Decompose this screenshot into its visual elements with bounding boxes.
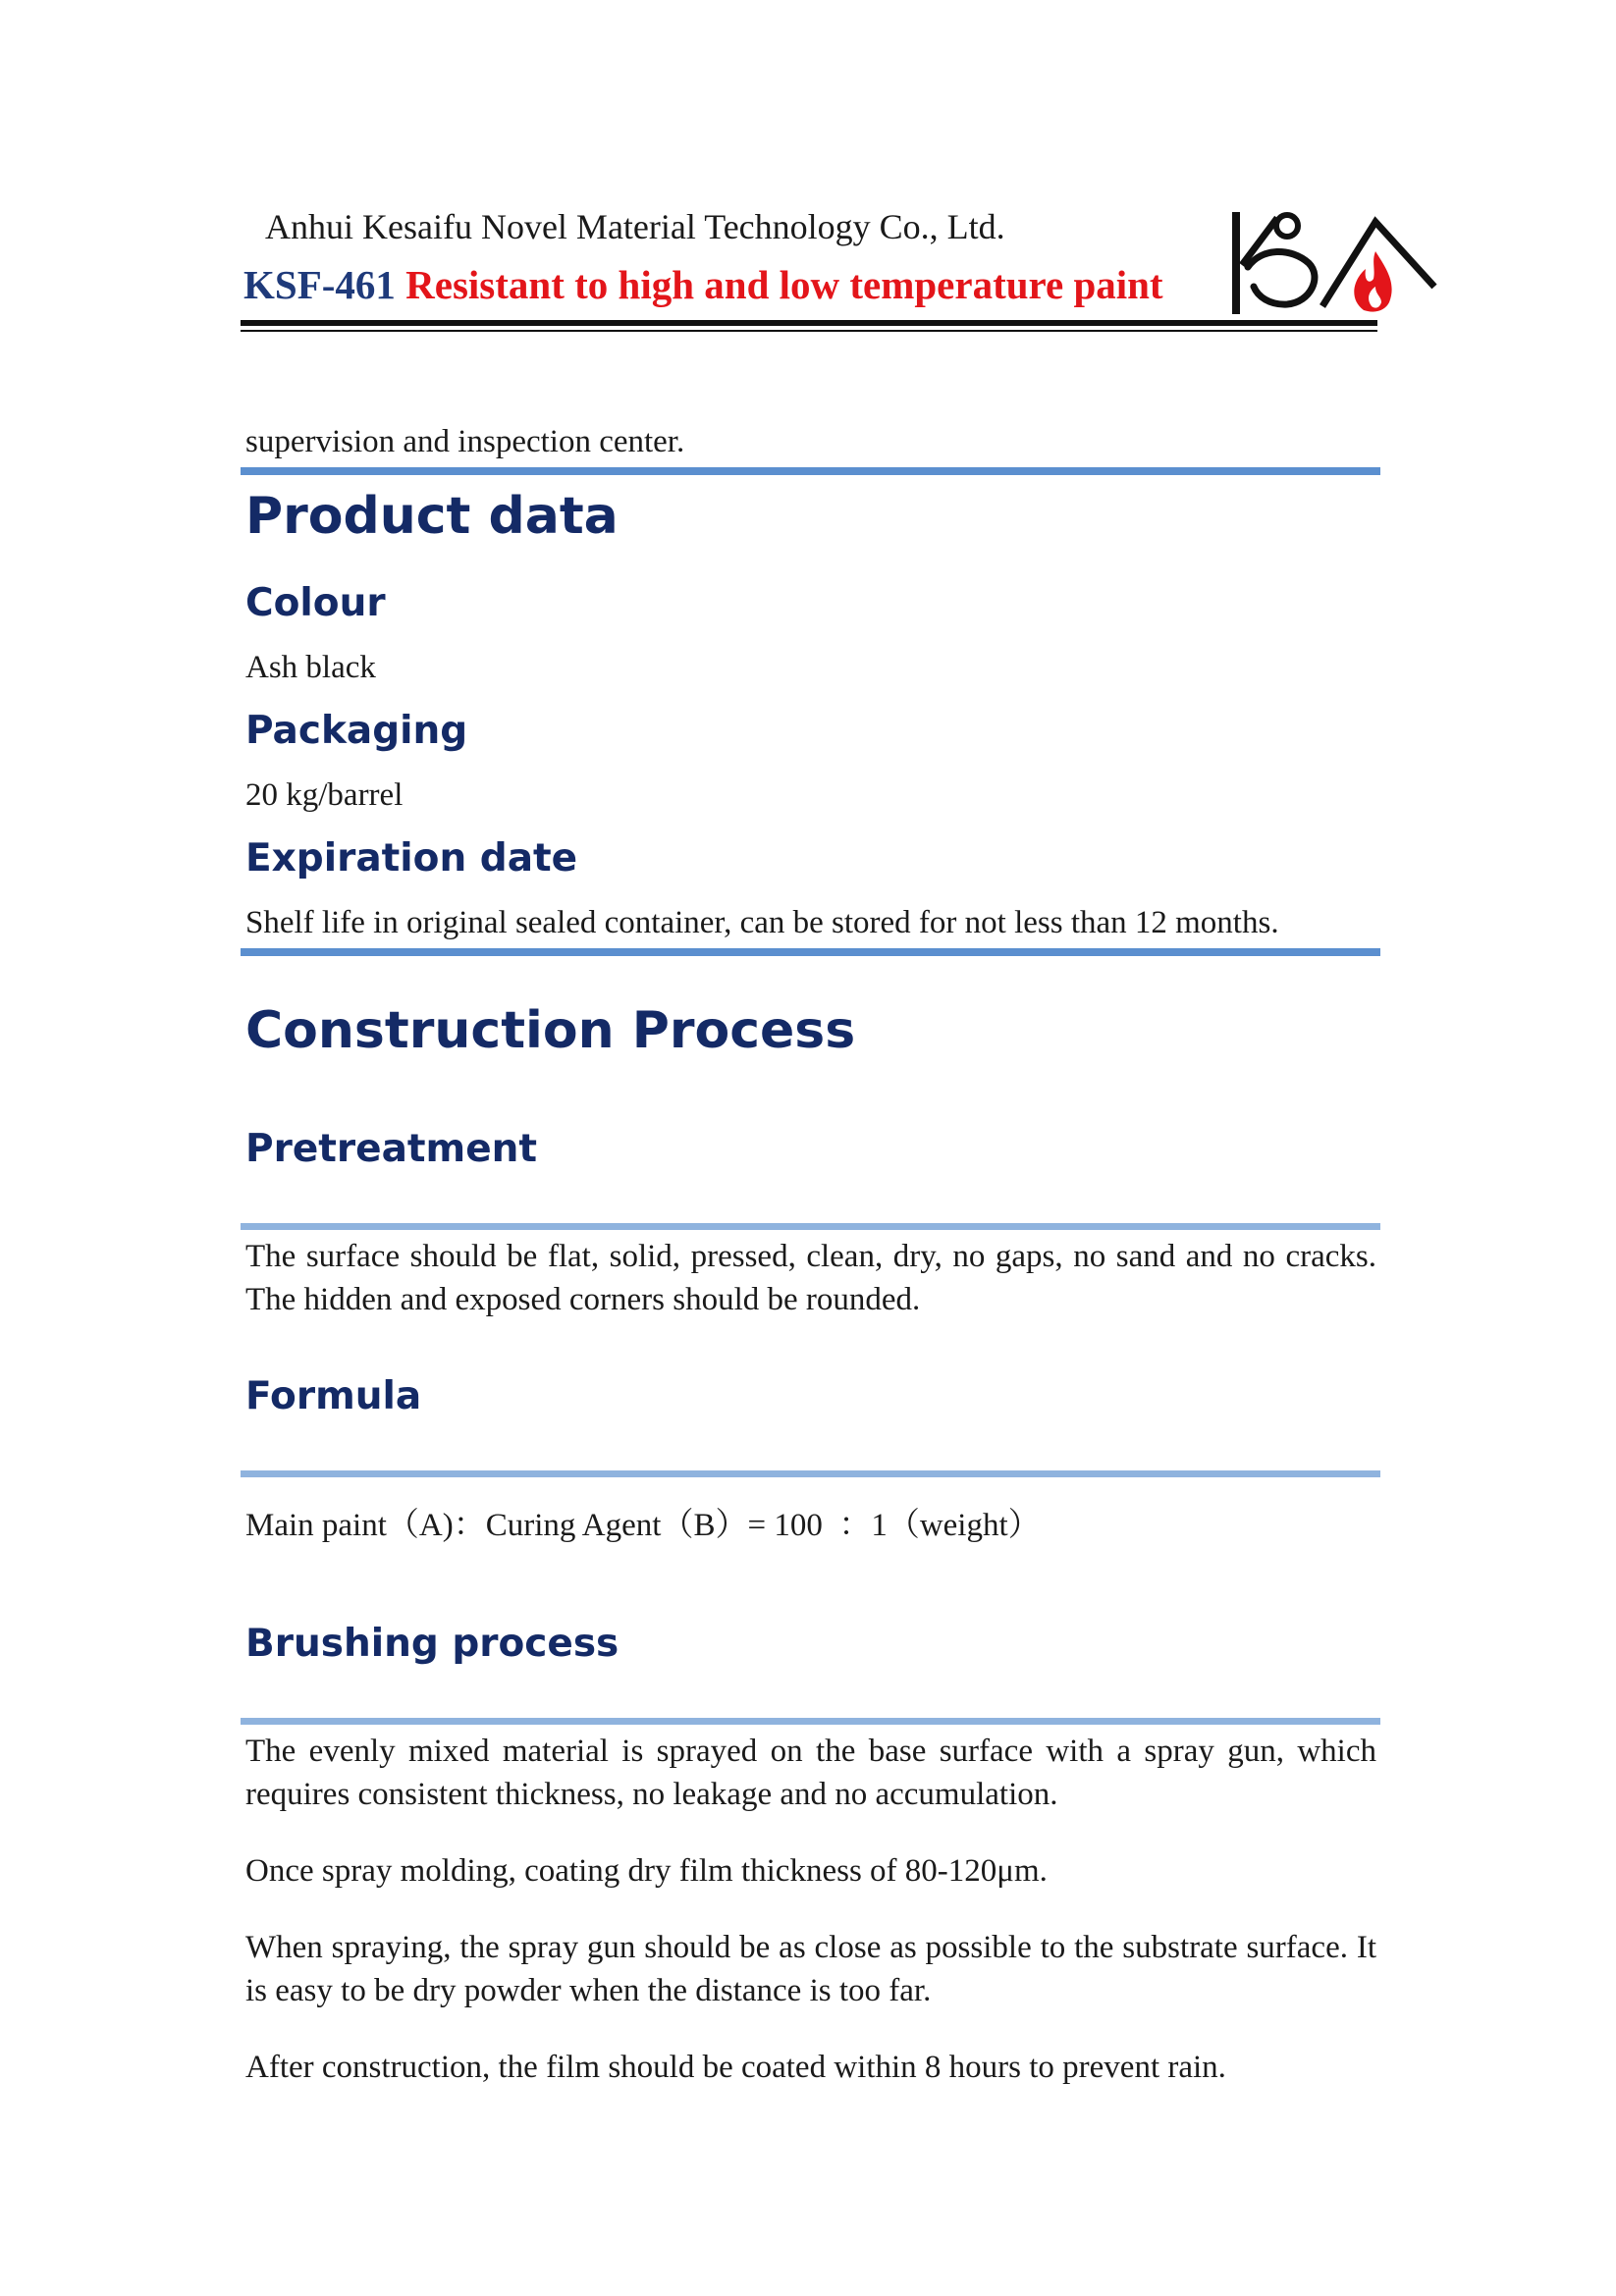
formula-heading: Formula [245, 1374, 422, 1418]
colour-heading: Colour [245, 581, 386, 625]
subsection-divider [241, 1470, 1380, 1477]
product-code: KSF-461 [243, 262, 396, 307]
formula-text: Main paint（A)：Curing Agent（B）= 100 ：1（weight） [245, 1508, 1041, 1543]
subsection-divider [241, 1718, 1380, 1725]
header-rule-thin [241, 330, 1377, 332]
packaging-heading: Packaging [245, 709, 468, 753]
ksf-logo-icon [1232, 208, 1438, 318]
construction-heading: Construction Process [245, 1001, 856, 1060]
product-title [243, 261, 1163, 308]
pretreatment-heading: Pretreatment [245, 1127, 538, 1171]
product-data-heading: Product data [245, 487, 619, 546]
pretreatment-text: The surface should be flat, solid, pressed, clean, dry, no gaps, no sand and no cracks. The hidden and exposed corners should be rounded. [245, 1239, 1376, 1317]
subsection-divider [241, 1223, 1380, 1230]
brushing-heading: Brushing process [245, 1622, 619, 1666]
brushing-paragraph-4: After construction, the film should be coated within 8 hours to prevent rain. [245, 2050, 1226, 2085]
section-divider [241, 467, 1380, 475]
colour-value: Ash black [245, 650, 376, 685]
expiration-heading: Expiration date [245, 836, 578, 881]
intro-tail-text: supervision and inspection center. [245, 424, 685, 459]
company-name: Anhui Kesaifu Novel Material Technology Co., Ltd. [265, 207, 1005, 246]
packaging-value: 20 kg/barrel [245, 777, 404, 813]
brushing-paragraph-2: Once spray molding, coating dry film thickness of 80-120μm. [245, 1853, 1048, 1889]
header-rule [241, 320, 1377, 326]
section-divider [241, 948, 1380, 956]
brushing-paragraph-1: The evenly mixed material is sprayed on the base surface with a spray gun, which requires consistent thickness, no leakage and no accumulation. [245, 1734, 1376, 1812]
expiration-value: Shelf life in original sealed container, can be stored for not less than 12 months. [245, 905, 1279, 940]
product-name: Resistant to high and low temperature paint [405, 262, 1163, 307]
brushing-paragraph-3: When spraying, the spray gun should be as close as possible to the substrate surface. It is easy to be dry powder when the distance is too far. [245, 1930, 1376, 2008]
